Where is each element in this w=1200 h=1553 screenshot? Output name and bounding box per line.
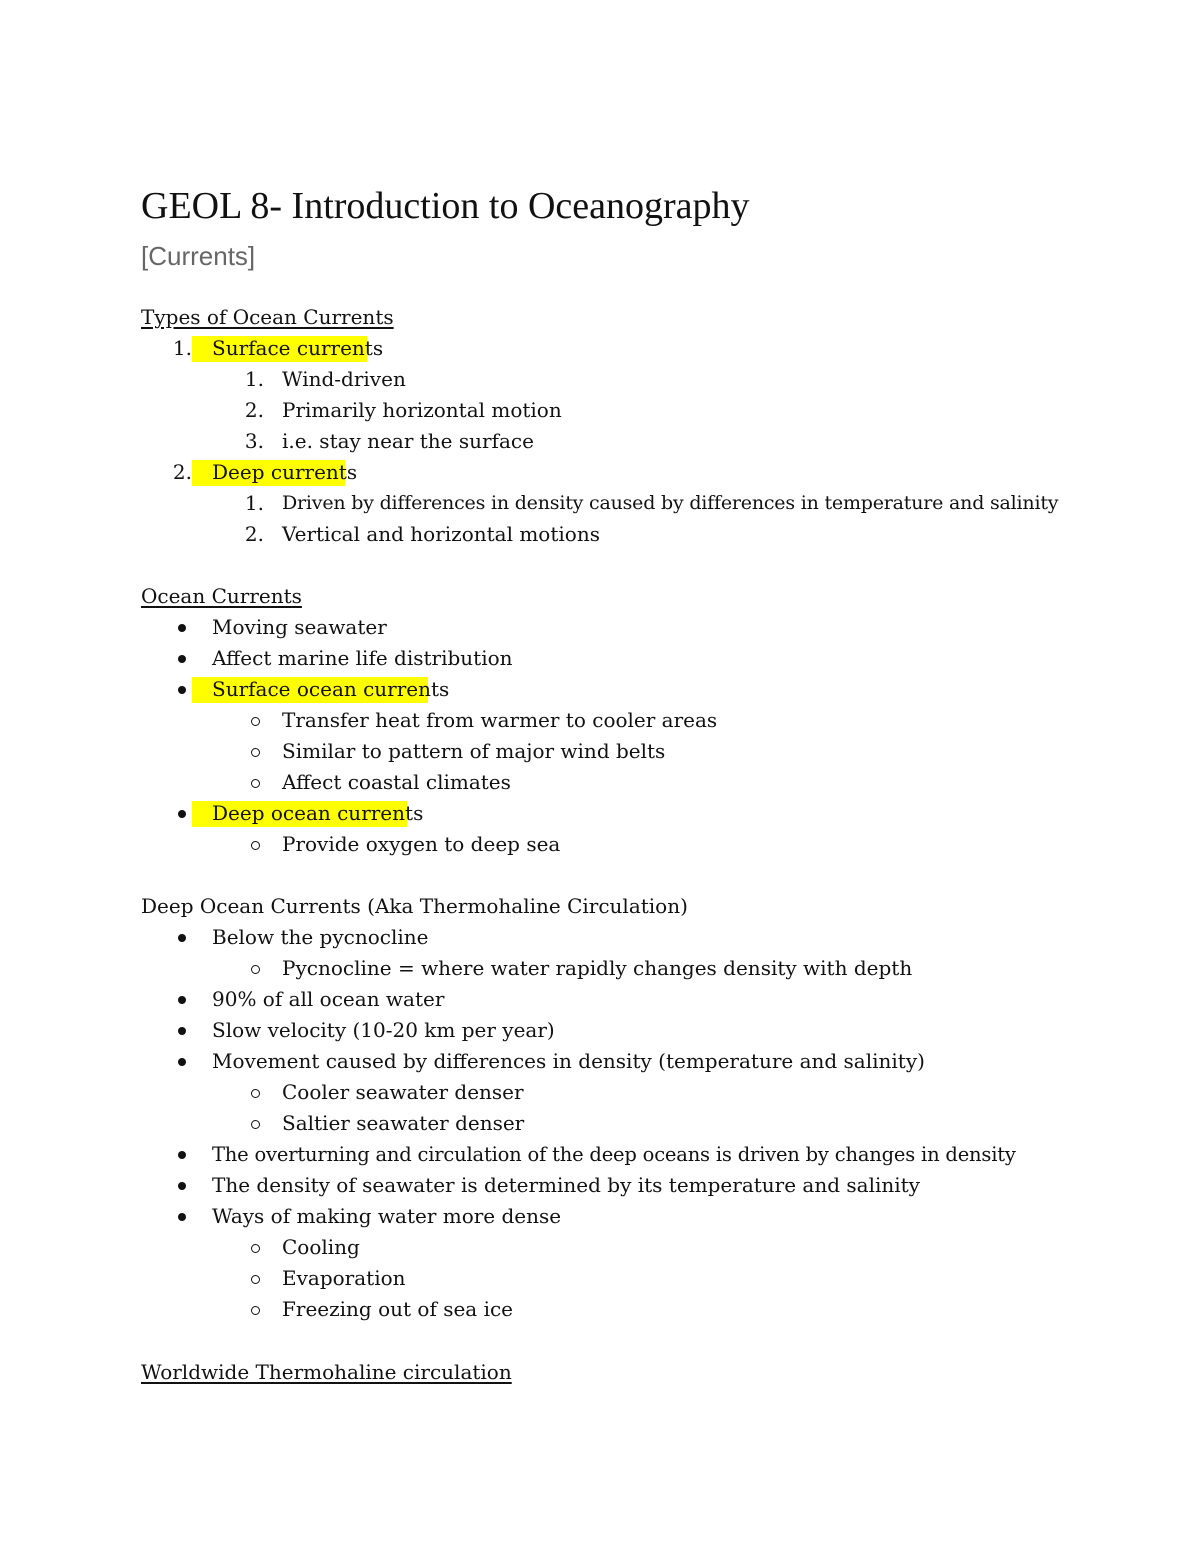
bullet-icon <box>178 1151 186 1159</box>
circle-bullet-icon <box>251 1275 260 1284</box>
list-item: i.e. stay near the surface <box>282 429 534 453</box>
bullet-icon <box>178 1058 186 1066</box>
circle-bullet-icon <box>251 1306 260 1315</box>
bullet-icon <box>178 1182 186 1190</box>
list-item: Transfer heat from warmer to cooler areas <box>282 708 718 732</box>
circle-bullet-icon <box>251 748 260 757</box>
list-item: Surface ocean currents <box>212 677 450 701</box>
list-item: Provide oxygen to deep sea <box>282 832 561 856</box>
section-heading-types: Types of Ocean Currents <box>141 305 394 329</box>
list-item-deep-currents: Deep currents <box>212 460 358 484</box>
list-item: Cooler seawater denser <box>282 1080 524 1104</box>
list-item: Similar to pattern of major wind belts <box>282 739 666 763</box>
list-marker: 2. <box>172 460 192 484</box>
list-item: Pycnocline = where water rapidly changes density with depth <box>282 956 913 980</box>
bullet-icon <box>178 686 186 694</box>
list-item: 90% of all ocean water <box>212 987 445 1011</box>
list-marker: 1. <box>244 491 264 515</box>
list-marker: 2. <box>244 398 264 422</box>
section-heading-deep-ocean-currents: Deep Ocean Currents (Aka Thermohaline Circulation) <box>141 894 688 918</box>
list-marker: 1. <box>244 367 264 391</box>
list-item: Driven by differences in density caused by differences in temperature and salinity <box>282 492 1059 514</box>
list-item: Ways of making water more dense <box>212 1204 562 1228</box>
list-item: The density of seawater is determined by its temperature and salinity <box>212 1173 920 1197</box>
list-item: Wind-driven <box>282 367 406 391</box>
list-marker: 2. <box>244 522 264 546</box>
list-marker: 3. <box>244 429 264 453</box>
circle-bullet-icon <box>251 1244 260 1253</box>
section-heading-ocean-currents: Ocean Currents <box>141 584 302 608</box>
list-marker: 1. <box>172 336 192 360</box>
list-item: Evaporation <box>282 1266 406 1290</box>
circle-bullet-icon <box>251 717 260 726</box>
list-item: Primarily horizontal motion <box>282 398 562 422</box>
circle-bullet-icon <box>251 841 260 850</box>
bullet-icon <box>178 996 186 1004</box>
document-title: GEOL 8- Introduction to Oceanography <box>141 185 750 227</box>
list-item: Movement caused by differences in density (temperature and salinity) <box>212 1049 925 1073</box>
list-item: Slow velocity (10-20 km per year) <box>212 1018 555 1042</box>
circle-bullet-icon <box>251 1089 260 1098</box>
bullet-icon <box>178 655 186 663</box>
document-subtitle: [Currents] <box>141 241 256 271</box>
list-item: Cooling <box>282 1235 360 1259</box>
list-item: Vertical and horizontal motions <box>282 522 600 546</box>
bullet-icon <box>178 1213 186 1221</box>
bullet-icon <box>178 624 186 632</box>
list-item: Below the pycnocline <box>212 925 429 949</box>
list-item: The overturning and circulation of the deep oceans is driven by changes in density <box>212 1143 1016 1166</box>
bullet-icon <box>178 1027 186 1035</box>
list-item: Freezing out of sea ice <box>282 1297 514 1321</box>
list-item: Affect coastal climates <box>282 770 511 794</box>
list-item: Moving seawater <box>212 615 387 639</box>
circle-bullet-icon <box>251 965 260 974</box>
list-item: Saltier seawater denser <box>282 1111 525 1135</box>
bullet-icon <box>178 810 186 818</box>
list-item: Deep ocean currents <box>212 801 424 825</box>
list-item-surface-currents: Surface currents <box>212 336 384 360</box>
list-item: Affect marine life distribution <box>212 646 513 670</box>
circle-bullet-icon <box>251 1120 260 1129</box>
bullet-icon <box>178 934 186 942</box>
section-heading-worldwide: Worldwide Thermohaline circulation <box>141 1360 512 1384</box>
circle-bullet-icon <box>251 779 260 788</box>
